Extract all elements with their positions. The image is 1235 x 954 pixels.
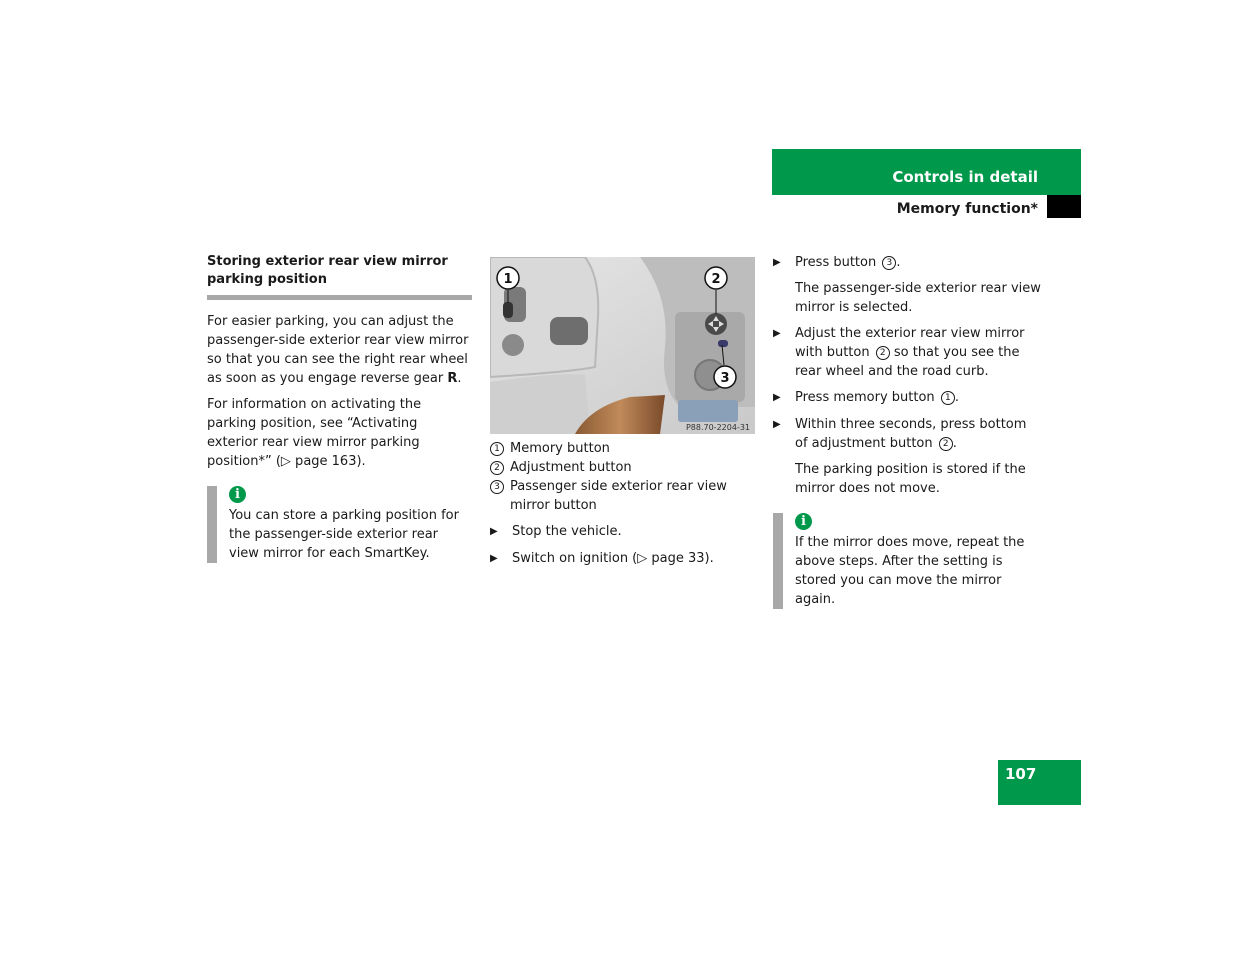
step-item: ▶ Within three seconds, press bottom of adjustment button 2 . — [773, 417, 1027, 451]
circled-number: 3 — [490, 480, 504, 494]
step-note: The passenger-side exterior rear view mirror is selected. — [795, 281, 1041, 315]
callout-3 — [714, 366, 736, 388]
legend-item: 2 Adjustment button — [490, 458, 755, 477]
column-middle — [490, 257, 755, 568]
step-item: ▶ Press button 3 . — [773, 255, 901, 270]
callout-1 — [497, 267, 519, 289]
svg-text:3: 3 — [720, 371, 730, 386]
info-bar — [773, 513, 783, 609]
legend-item: 1 Memory button — [490, 439, 755, 458]
circled-number: 2 — [876, 346, 890, 360]
section-heading: Storing exterior rear view mirror parking position — [207, 253, 472, 300]
triangle-bullet-icon: ▶ — [490, 526, 498, 537]
step-item: ▶ Adjust the exterior rear view mirror with button 2 so that you see the rear wheel and the road curb. — [773, 326, 1025, 379]
info-note-left — [207, 486, 472, 563]
figure-code: P88.70-2204-31 — [685, 423, 750, 432]
info-bar — [207, 486, 217, 563]
header-black-tab — [1047, 195, 1081, 218]
header-section-bar — [772, 149, 1081, 195]
info-text: You can store a parking position for the passenger-side exterior rear view mirror for each SmartKey. — [229, 508, 459, 561]
circled-number: 1 — [941, 391, 955, 405]
callout-2 — [705, 267, 727, 289]
circled-number: 2 — [490, 461, 504, 475]
triangle-bullet-icon: ▶ — [773, 257, 781, 268]
info-note-right — [773, 513, 1043, 609]
svg-text:2: 2 — [711, 272, 721, 287]
door-controls-photo — [490, 257, 755, 434]
column-left — [207, 253, 472, 563]
page-number: 107 — [1005, 765, 1037, 783]
step-item: ▶ Stop the vehicle. — [490, 524, 622, 539]
legend-item: 3 Passenger side exterior rear view mirror button — [490, 477, 755, 515]
gear-letter: R — [447, 371, 458, 386]
triangle-bullet-icon: ▶ — [490, 553, 498, 564]
info-text: If the mirror does move, repeat the above steps. After the setting is stored you can move the mirror again. — [795, 535, 1025, 607]
step-item: ▶ Switch on ignition (▷ page 33). — [490, 551, 714, 566]
circled-number: 1 — [490, 442, 504, 456]
column-right — [773, 253, 1043, 609]
page-number-box — [998, 760, 1081, 805]
step-note: The parking position is stored if the mirror does not move. — [795, 462, 1026, 496]
circled-number: 3 — [882, 256, 896, 270]
info-icon: i — [229, 486, 246, 503]
triangle-bullet-icon: ▶ — [773, 328, 781, 339]
section-title: Controls in detail — [892, 168, 1038, 186]
paragraph-reference: For information on activating the parking position, see “Activating exterior rear view mirror parking position*” (▷ page 163). — [207, 397, 422, 469]
figure-legend — [490, 439, 755, 515]
triangle-bullet-icon: ▶ — [773, 419, 781, 430]
svg-text:1: 1 — [503, 272, 513, 287]
step-item: ▶ Press memory button 1 . — [773, 390, 959, 405]
subsection-title: Memory function* — [896, 201, 1038, 217]
info-icon: i — [795, 513, 812, 530]
triangle-bullet-icon: ▶ — [773, 392, 781, 403]
circled-number: 2 — [939, 437, 953, 451]
paragraph-intro: For easier parking, you can adjust the passenger-side exterior rear view mirror so that you can see the right rear wheel as soon as you engage reverse gear R. — [207, 314, 469, 386]
